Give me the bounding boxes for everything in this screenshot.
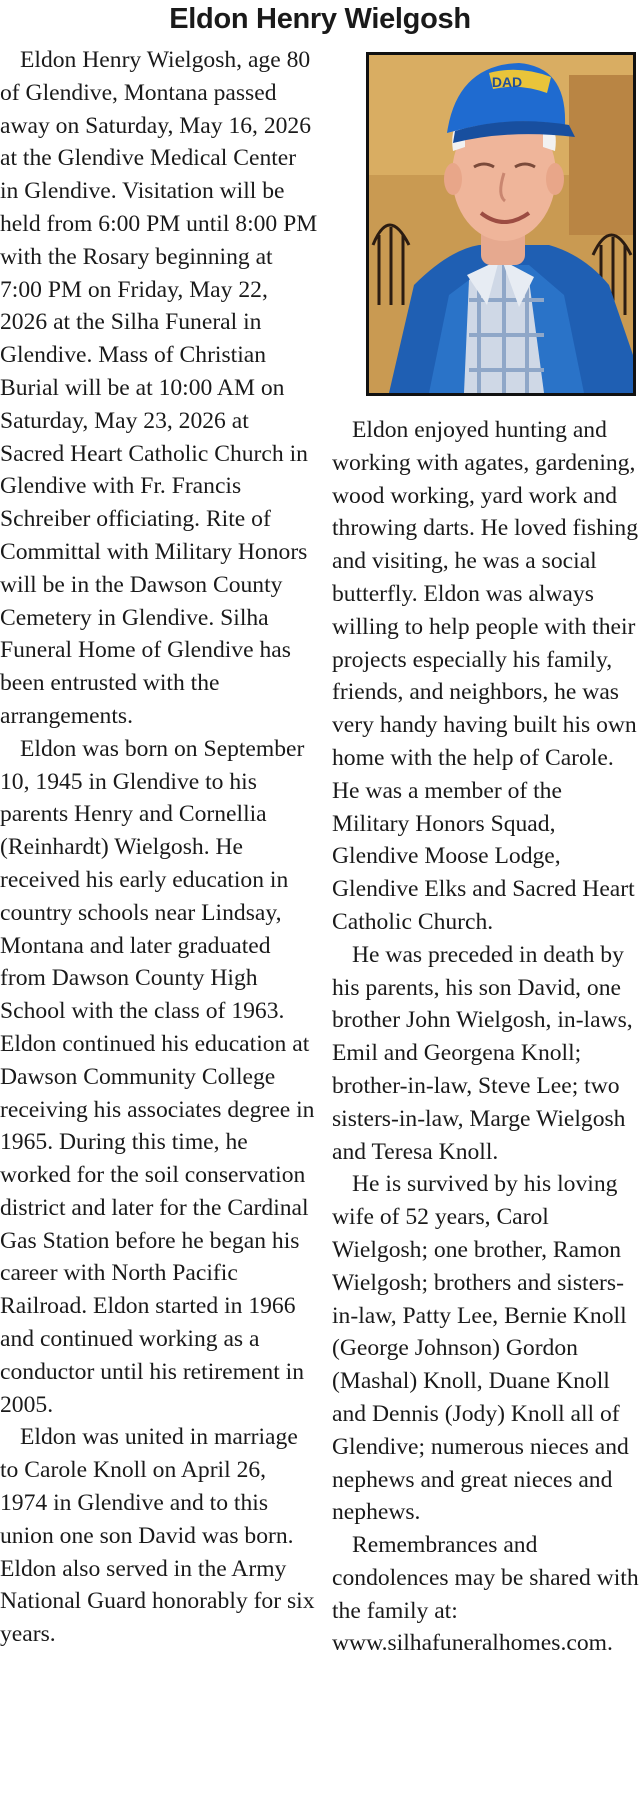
portrait-photo (366, 52, 636, 396)
paragraph-early-life: Eldon was born on September 10, 1945 in Glendive to his parents Henry and Cornellia (Reinhardt) Wielgosh. He received his early education in country schools near Lindsay, Montana and later graduated from Dawson County High School with the class of 1963. Eldon continued his education at Dawson Community College receiving his associates degree in 1965. During this time, he worked for the soil conservation district and later for the Cardinal Gas Station before he began his career with North Pacific Railroad. Eldon started in 1966 and continued working as a conductor until his retirement in 2005. (0, 735, 315, 1418)
svg-text:DAD: DAD (491, 74, 523, 90)
paragraph-survived: He is survived by his loving wife of 52 years, Carol Wielgosh; one brother, Ramon Wielgosh; brothers and sisters-in-law, Patty Lee, Bernie Knoll (George Johnson) Gordon (Mashal) Knoll, Duane Knoll and Dennis (Jody) Knoll all of Glendive; numerous nieces and nephews and great nieces and nephews. (332, 1171, 629, 1526)
obituary-title: Eldon Henry Wielgosh (169, 3, 471, 35)
paragraph-preceded: He was preceded in death by his parents, his son David, one brother John Wielgosh, in-laws, Emil and Georgena Knoll; brother-in-law, Steve Lee; two sisters-in-law, Marge Wielgosh and Teresa Knoll. (332, 941, 633, 1165)
paragraph-marriage: Eldon was united in marriage to Carole Knoll on April 26, 1974 in Glendive and to this union one son David was born. Eldon also served in the Army National Guard honorably for six years. (0, 1424, 315, 1648)
paragraph-hobbies: Eldon enjoyed hunting and working with agates, gardening, wood working, yard work and throwing darts. He loved fishing and visiting, he was a social butterfly. Eldon was always willing to help people with their projects especially his family, friends, and neighbors, he was very handy having built his own home with the help of Carole. He was a member of the Military Honors Squad, Glendive Moose Lodge, Glendive Elks and Sacred Heart Catholic Church. (332, 417, 639, 935)
left-column (0, 44, 318, 1651)
paragraph-remembrances: Remembrances and condolences may be shared with the family at: www.silhafuneralhomes.com. (332, 1532, 639, 1657)
paragraph-services: Eldon Henry Wielgosh, age 80 of Glendive, Montana passed away on Saturday, May 16, 2026 at the Glendive Medical Center in Glendive. Visitation will be held from 6:00 PM until 8:00 PM with the Rosary beginning at 7:00 PM on Friday, May 22, 2026 at the Silha Funeral in Glendive. Mass of Christian Burial will be at 10:00 AM on Saturday, May 23, 2026 at Sacred Heart Catholic Church in Glendive with Fr. Francis Schreiber officiating. Rite of Committal with Military Honors will be in the Dawson County Cemetery in Glendive. Silha Funeral Home of Glendive has been entrusted with the arrangements. (0, 47, 318, 729)
right-column (332, 414, 640, 1660)
